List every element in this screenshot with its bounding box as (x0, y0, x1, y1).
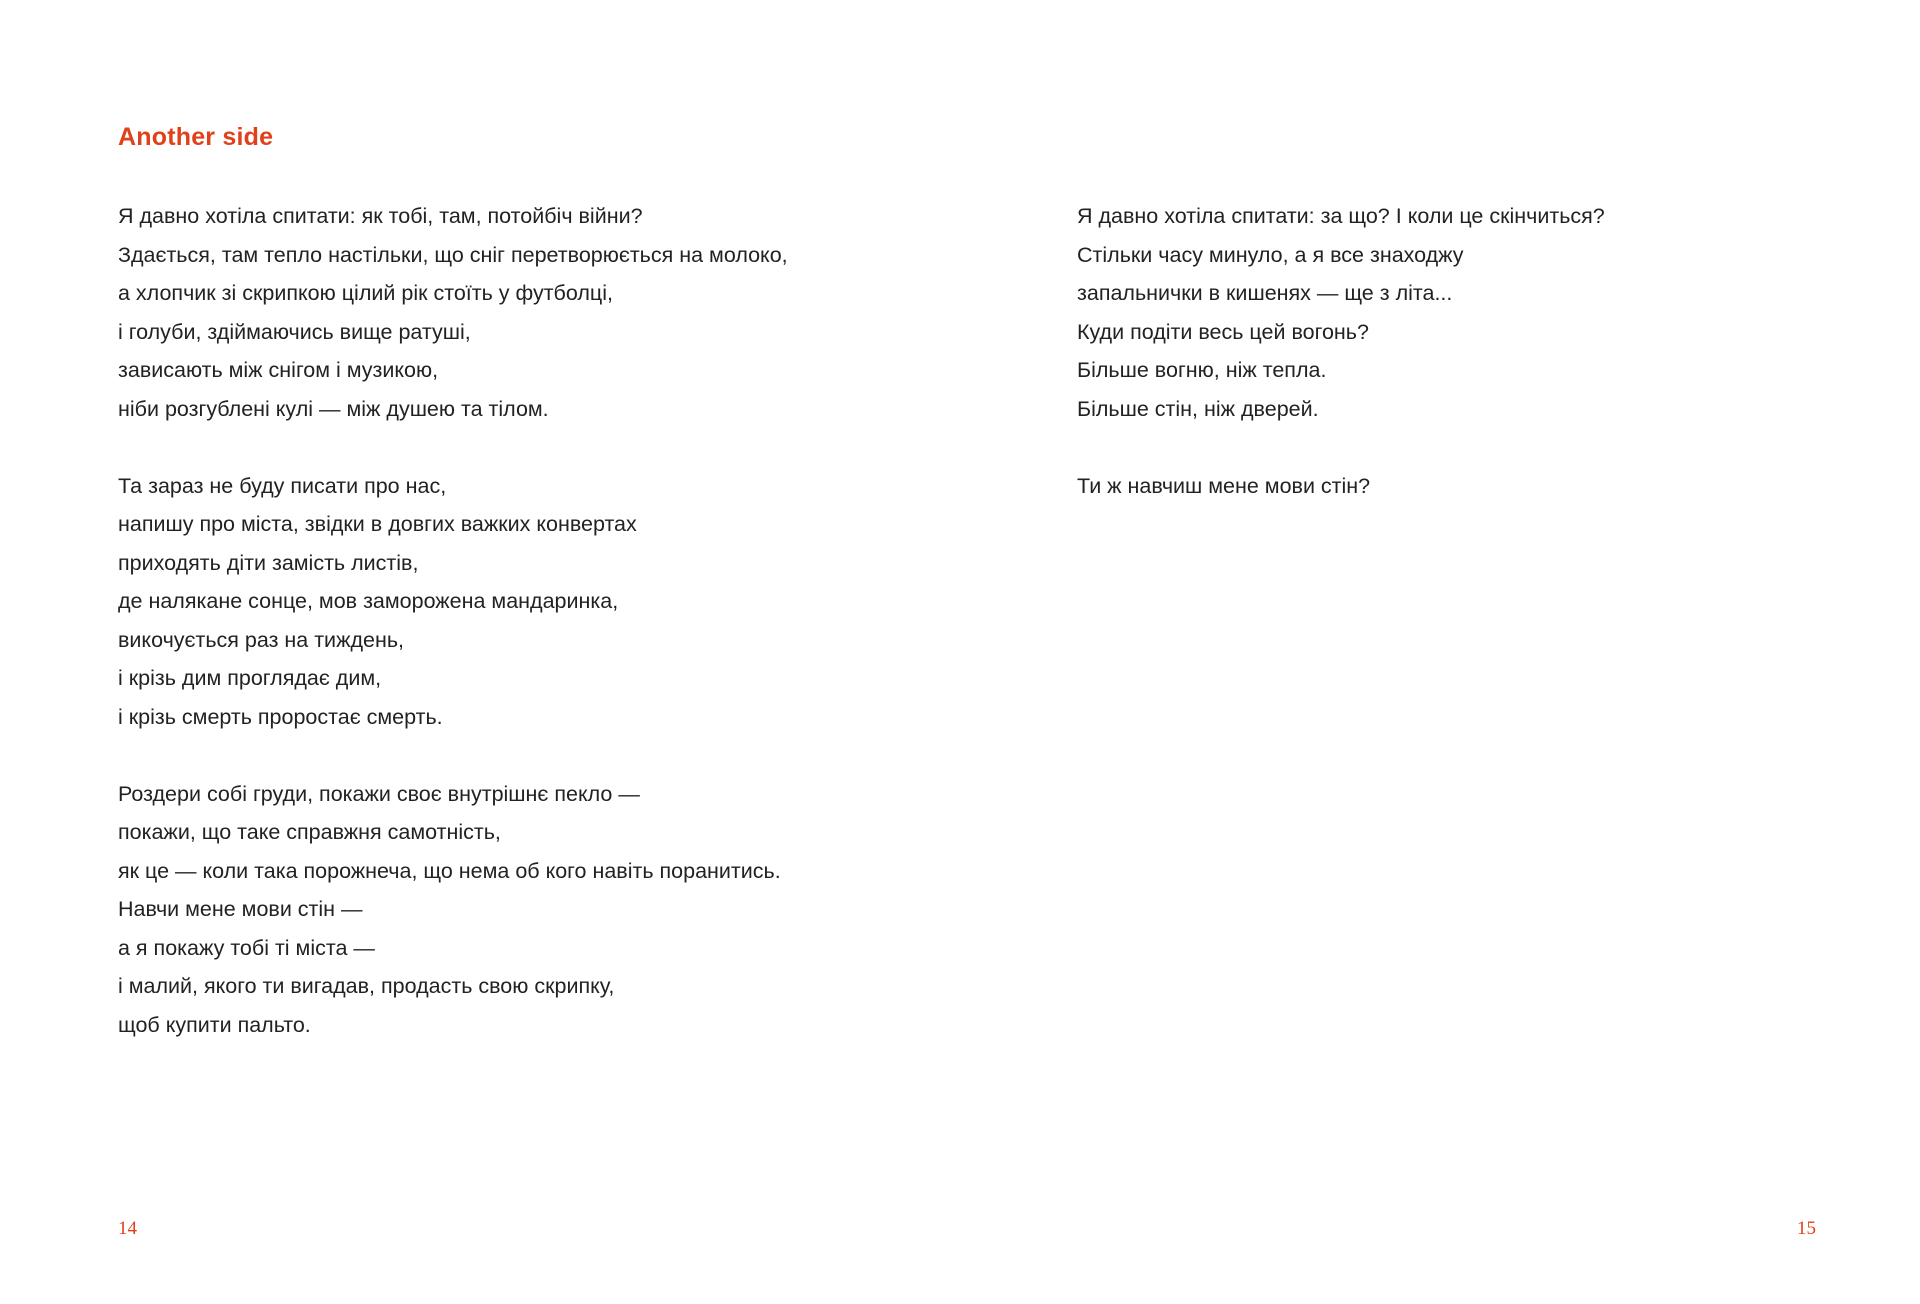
poem-line: Куди подіти весь цей вогонь? (1077, 319, 1369, 344)
stanza-4 (1077, 197, 1605, 428)
poem-line: а хлопчик зі скрипкою цілий рік стоїть у футболці, (118, 281, 613, 305)
poem-line: зависають між снігом і музикою, (118, 358, 439, 382)
page-number-right: 15 (1797, 1218, 1816, 1239)
stanza-2 (118, 467, 788, 737)
poem-line: Ти ж навчиш мене мови стін? (1077, 473, 1371, 498)
poem-line: Більше стін, ніж дверей. (1077, 396, 1319, 421)
poem-line: Я давно хотіла спитати: за що? І коли це скінчиться? (1077, 204, 1605, 228)
poem-body-left (118, 197, 788, 1083)
poem-line: запальнички в кишенях — ще з літа... (1077, 281, 1453, 305)
poem-line: як це — коли така порожнеча, що нема об кого навіть поранитись. (118, 858, 781, 883)
poem-line: і крізь дим проглядає дим, (118, 666, 382, 690)
poem-line: Стільки часу минуло, а я все знаходжу (1077, 242, 1464, 267)
poem-line: Здається, там тепло настільки, що сніг перетворюється на молоко, (118, 242, 788, 267)
page-number-left: 14 (118, 1218, 137, 1239)
poem-line: і малий, якого ти вигадав, продасть свою скрипку, (118, 974, 615, 998)
poem-line: Навчи мене мови стін — (118, 897, 363, 921)
poem-line: приходять діти замість листів, (118, 550, 419, 575)
poem-line: і крізь смерть проростає смерть. (118, 704, 443, 729)
stanza-5 (1077, 467, 1605, 506)
poem-line: де налякане сонце, мов заморожена мандаринка, (118, 589, 619, 613)
stanza-1 (118, 197, 788, 428)
poem-line: ніби розгублені кулі — між душею та тілом. (118, 396, 549, 421)
right-page (960, 0, 1920, 1304)
poem-line: Та зараз не буду писати про нас, (118, 473, 447, 498)
poem-line: покажи, що таке справжня самотність, (118, 820, 501, 844)
poem-line: а я покажу тобі ті міста — (118, 935, 375, 960)
poem-line: Роздери собі груди, покажи своє внутрішнє пекло — (118, 781, 640, 806)
stanza-3 (118, 775, 788, 1045)
poem-line: Я давно хотіла спитати: як тобі, там, потойбіч війни? (118, 204, 643, 228)
poem-body-right (1077, 197, 1605, 544)
poem-line: викочується раз на тиждень, (118, 627, 404, 652)
poem-title: Another side (118, 123, 274, 151)
poem-line: напишу про міста, звідки в довгих важких конвертах (118, 512, 637, 536)
poem-line: і голуби, здіймаючись вище ратуші, (118, 319, 471, 344)
poem-line: щоб купити пальто. (118, 1012, 311, 1037)
poem-line: Більше вогню, ніж тепла. (1077, 358, 1327, 382)
